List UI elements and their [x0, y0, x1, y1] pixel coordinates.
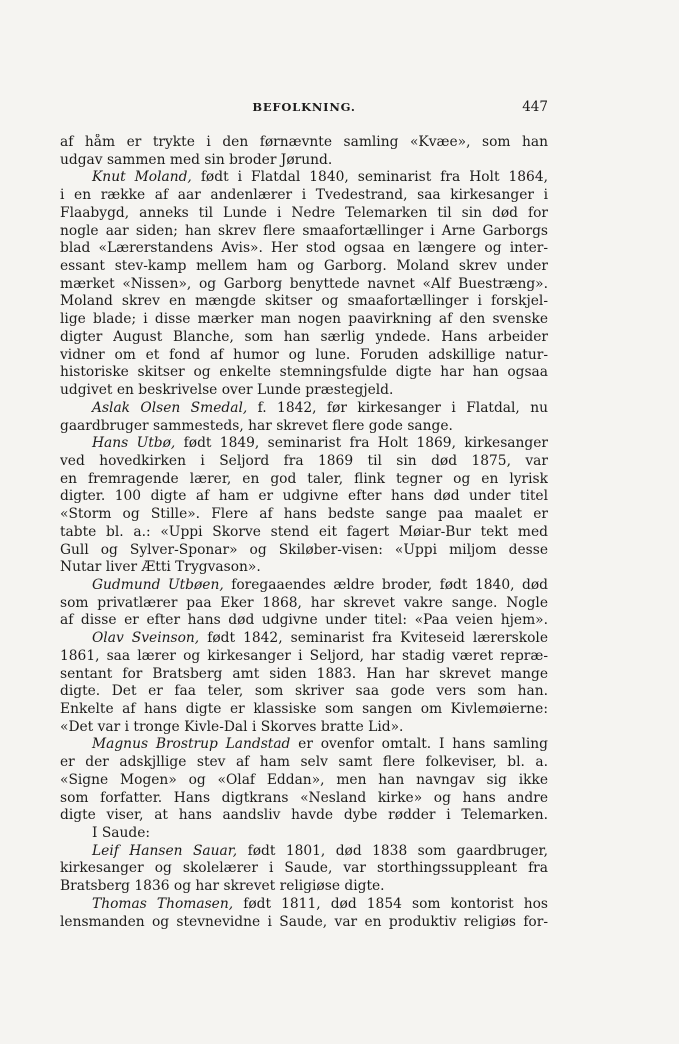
line-text: foregaaendes ældre broder, født 1840, død: [223, 576, 548, 593]
text-line: [60, 382, 548, 400]
person-name: Aslak Olsen Smedal,: [92, 399, 248, 416]
person-name: Thomas Thomasen,: [92, 895, 234, 912]
line-text: «Signe Mogen» og «Olaf Eddan», men han navngav sig ikke: [60, 771, 548, 788]
line-text: «Storm og Stille». Flere af hans bedste sange paa maalet er: [60, 506, 548, 523]
line-text: lensmanden og stevnevidne i Saude, var en produktiv religiøs for-: [60, 913, 548, 930]
text-line: [60, 577, 548, 595]
line-text: født 1801, død 1838 som gaardbruger,: [237, 842, 548, 859]
text-line: [60, 683, 548, 701]
line-text: i en række af aar andenlærer i Tvedestrand, saa kirkesanger i: [60, 187, 548, 204]
text-line: [60, 240, 548, 258]
line-text: udgav sammen med sin broder Jørund.: [60, 151, 333, 168]
text-line: [60, 134, 548, 152]
line-text: sentant for Bratsberg amt siden 1883. Han har skrevet mange: [60, 665, 548, 682]
text-line: [60, 223, 548, 241]
text-line: [60, 701, 548, 719]
line-text: Bratsberg 1836 og har skrevet religiøse digte.: [60, 878, 385, 895]
text-line: [60, 896, 548, 914]
line-text: Flaabygd, anneks til Lunde i Nedre Telemarken til sin død for: [60, 204, 548, 221]
text-line: [60, 524, 548, 542]
line-text: Enkelte af hans digte er klassiske som sangen om Kivlemøierne:: [60, 701, 548, 717]
text-line: [60, 400, 548, 418]
text-line: [60, 471, 548, 489]
line-text: digter August Blanche, som han særlig yndede. Hans arbeider: [60, 328, 548, 345]
text-line: [60, 329, 548, 347]
line-text: digte viser, at hans aandsliv havde dybe rødder i Telemarken.: [60, 807, 548, 824]
line-text: født 1842, seminarist fra Kviteseid lærerskole: [199, 630, 548, 647]
text-line: [60, 453, 548, 471]
text-line: [60, 595, 548, 613]
text-line: [60, 435, 548, 453]
text-line: [60, 878, 548, 896]
text-line: [60, 542, 548, 560]
line-text: kirkesanger og skolelærer i Saude, var storthingssuppleant fra: [60, 860, 548, 877]
line-text: er der adskjllige stev af ham selv samt flere folkeviser, bl. a.: [60, 754, 548, 771]
text-line: [60, 736, 548, 754]
text-line: [60, 754, 548, 772]
text-line: [60, 418, 548, 436]
text-line: [60, 276, 548, 294]
line-text: gaardbruger sammesteds, har skrevet flere gode sange.: [60, 417, 453, 434]
text-line: [60, 347, 548, 365]
line-text: vidner om et fond af humor og lune. Foruden adskillige natur-: [60, 346, 548, 363]
line-text: digte. Det er faa teler, som skriver saa gode vers som han.: [60, 683, 548, 700]
text-line: [60, 825, 548, 843]
text-line: [60, 293, 548, 311]
text-line: [60, 719, 548, 737]
line-text: tabte bl. a.: «Uppi Skorve stend eit fagert Møiar-Bur tekt med: [60, 523, 548, 540]
line-text: nogle aar siden; han skrev flere smaafortællinger i Arne Garborgs: [60, 222, 548, 239]
line-text: som forfatter. Hans digtkrans «Nesland kirke» og hans andre: [60, 789, 548, 806]
line-text: digter. 100 digte af ham er udgivne efter hans død under titel: [60, 488, 548, 505]
line-text: mærket «Nissen», og Garborg benyttede navnet «Alf Buestræng».: [60, 275, 548, 292]
line-text: ved hovedkirken i Seljord fra 1869 til sin død 1875, var: [60, 452, 548, 469]
line-text: Moland skrev en mængde skitser og smaafortællinger i forskjel-: [60, 293, 548, 310]
text-line: [60, 559, 548, 577]
text-line: [60, 311, 548, 329]
text-line: [60, 364, 548, 382]
line-text: Nutar liver Ætti Trygvason».: [60, 559, 261, 576]
person-name: Leif Hansen Sauar,: [92, 842, 238, 859]
text-line: [60, 506, 548, 524]
running-head: [60, 99, 548, 115]
text-line: [60, 648, 548, 666]
text-line: [60, 152, 548, 170]
line-text: Gull og Sylver-Sponar» og Skiløber-visen: «Uppi miljom desse: [60, 541, 548, 558]
text-line: [60, 666, 548, 684]
text-line: [60, 205, 548, 223]
text-line: [60, 843, 548, 861]
line-text: blad «Lærerstandens Avis». Her stod ogsaa en længere og inter-: [60, 240, 548, 257]
text-line: [60, 790, 548, 808]
person-name: Olav Sveinson,: [92, 630, 200, 647]
text-line: [60, 612, 548, 630]
line-text: en fremragende lærer, en god taler, flink tegner og en lyrisk: [60, 470, 548, 487]
line-text: født i Flatdal 1840, seminarist fra Holt 1864,: [191, 169, 548, 186]
person-name: Knut Moland,: [92, 169, 192, 186]
line-text: af disse er efter hans død udgivne under titel: «Paa veien hjem».: [60, 612, 548, 629]
text-line: [60, 169, 548, 187]
line-text: I Saude:: [92, 825, 151, 842]
line-text: som privatlærer paa Eker 1868, har skrevet vakre sange. Nogle: [60, 594, 548, 611]
line-text: lige blade; i disse mærker man nogen paavirkning af den svenske: [60, 311, 548, 328]
line-text: født 1811, død 1854 som kontorist hos: [233, 895, 548, 912]
text-line: [60, 807, 548, 825]
text-line: [60, 630, 548, 648]
text-line: [60, 914, 548, 932]
line-text: historiske skitser og enkelte stemningsfulde digte har han ogsaa: [60, 364, 548, 381]
person-name: Magnus Brostrup Landstad: [92, 736, 291, 753]
text-line: [60, 187, 548, 205]
line-text: født 1849, seminarist fra Holt 1869, kirkesanger: [175, 435, 548, 452]
person-name: Gudmund Utbøen,: [92, 576, 224, 593]
line-text: er ovenfor omtalt. I hans samling: [290, 736, 548, 753]
body-text: [60, 134, 548, 931]
text-line: [60, 860, 548, 878]
text-line: [60, 772, 548, 790]
line-text: af håm er trykte i den førnævnte samling «Kvæe», som han: [60, 134, 548, 150]
line-text: f. 1842, før kirkesanger i Flatdal, nu: [247, 399, 548, 416]
page-number: 447: [522, 99, 548, 115]
line-text: udgivet en beskrivelse over Lunde præstegjeld.: [60, 382, 394, 399]
line-text: essant stev-kamp mellem ham og Garborg. Moland skrev under: [60, 258, 548, 275]
text-line: [60, 258, 548, 276]
running-title: BEFOLKNING.: [252, 100, 356, 114]
text-line: [60, 488, 548, 506]
line-text: «Det var i tronge Kivle-Dal i Skorves bratte Lid».: [60, 718, 404, 735]
line-text: 1861, saa lærer og kirkesanger i Seljord, har stadig været repræ-: [60, 647, 548, 664]
person-name: Hans Utbø,: [92, 435, 176, 452]
